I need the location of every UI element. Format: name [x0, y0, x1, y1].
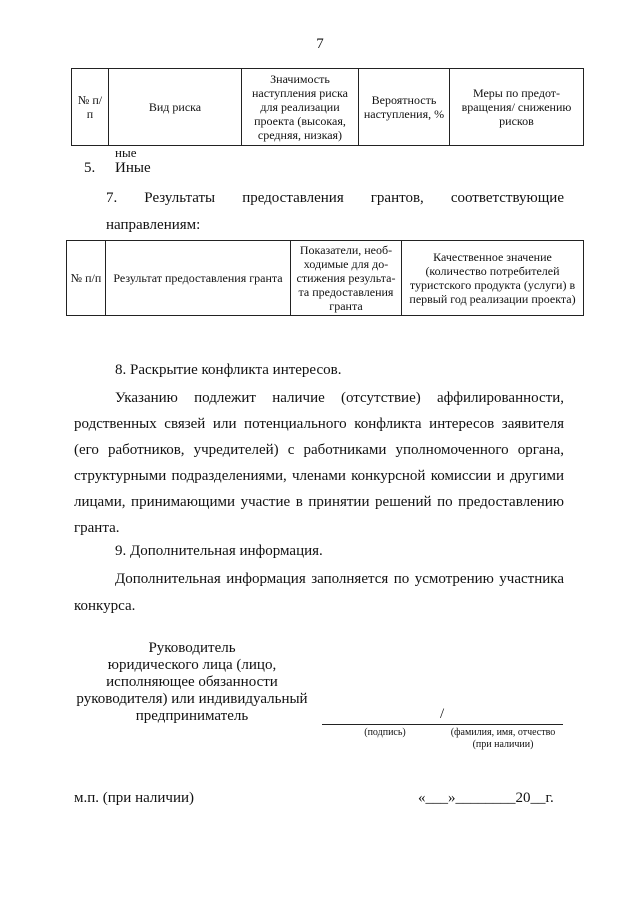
- results-table-header-indicators: Показатели, необ-ходимые для до-стижения результа-та предоставления гранта: [291, 241, 402, 316]
- section-8-body: [74, 389, 564, 545]
- section-8-line: лицами, принимающими участие в принятии решений по предоставлению: [74, 494, 564, 510]
- risk-item-5-label: Иные: [115, 160, 151, 176]
- section-9-title: 9. Дополнительная информация.: [115, 543, 323, 559]
- section-8-line: родственных связей или потенциального конфликта интересов заявителя: [74, 416, 564, 432]
- risk-table-header-probability: Вероятность наступления, %: [359, 69, 450, 146]
- name-caption-continuation: (при наличии): [472, 739, 534, 750]
- results-table-header-quality: Качественное значение (количество потребителей туристского продукта (услуги) в первый год реализации проекта): [402, 241, 584, 316]
- section-9-body-line: Дополнительная информация заполняется по усмотрению участника: [115, 571, 564, 587]
- signature-separator: /: [440, 706, 445, 722]
- risk-table-header-significance: Значимость наступления риска для реализации проекта (высокая, средняя, низкая): [242, 69, 359, 146]
- name-caption: (фамилия, имя, отчество: [450, 727, 556, 738]
- section-8-line: структурными подразделениями, членами конкурсной комиссии и другими: [74, 468, 564, 484]
- page-number: 7: [316, 36, 324, 52]
- date-placeholder: «___»________20__г.: [418, 790, 554, 806]
- results-table-header-result: Результат предоставления гранта: [106, 241, 291, 316]
- section-8-title: 8. Раскрытие конфликта интересов.: [115, 362, 342, 378]
- risk-item-continuation: ные: [115, 145, 137, 160]
- section-8-line: (его работников, учредителей) с работниками уполномоченного органа,: [74, 442, 564, 458]
- signature-caption: (подпись): [364, 727, 406, 738]
- section-7-title: 7. Результаты предоставления грантов, соответствующие: [106, 190, 564, 206]
- risk-table-header-type: Вид риска: [109, 69, 242, 146]
- results-table: [66, 240, 584, 316]
- signature-line: [322, 724, 563, 725]
- seal-placeholder: м.п. (при наличии): [74, 790, 194, 806]
- risk-item-5-number: 5.: [84, 160, 96, 176]
- risk-table-header-number: № п/п: [72, 69, 109, 146]
- risk-table-header-measures: Меры по предот-вращения/ снижению рисков: [450, 69, 584, 146]
- table-row: [72, 69, 584, 146]
- signature-title: Руководитель юридического лица (лицо, исполняющее обязанности руководителя) или индивидуальный предприниматель: [76, 640, 308, 724]
- section-7-number: 7.: [106, 190, 118, 206]
- risk-table: [71, 68, 584, 146]
- section-8-line-last: гранта.: [74, 520, 120, 536]
- results-table-header-number: № п/п: [67, 241, 106, 316]
- section-7-title-continuation: направлениям:: [106, 217, 201, 233]
- section-8-line: Указанию подлежит наличие (отсутствие) аффилированности,: [115, 390, 564, 406]
- section-9-body-line-last: конкурса.: [74, 598, 136, 614]
- table-row: [67, 241, 584, 316]
